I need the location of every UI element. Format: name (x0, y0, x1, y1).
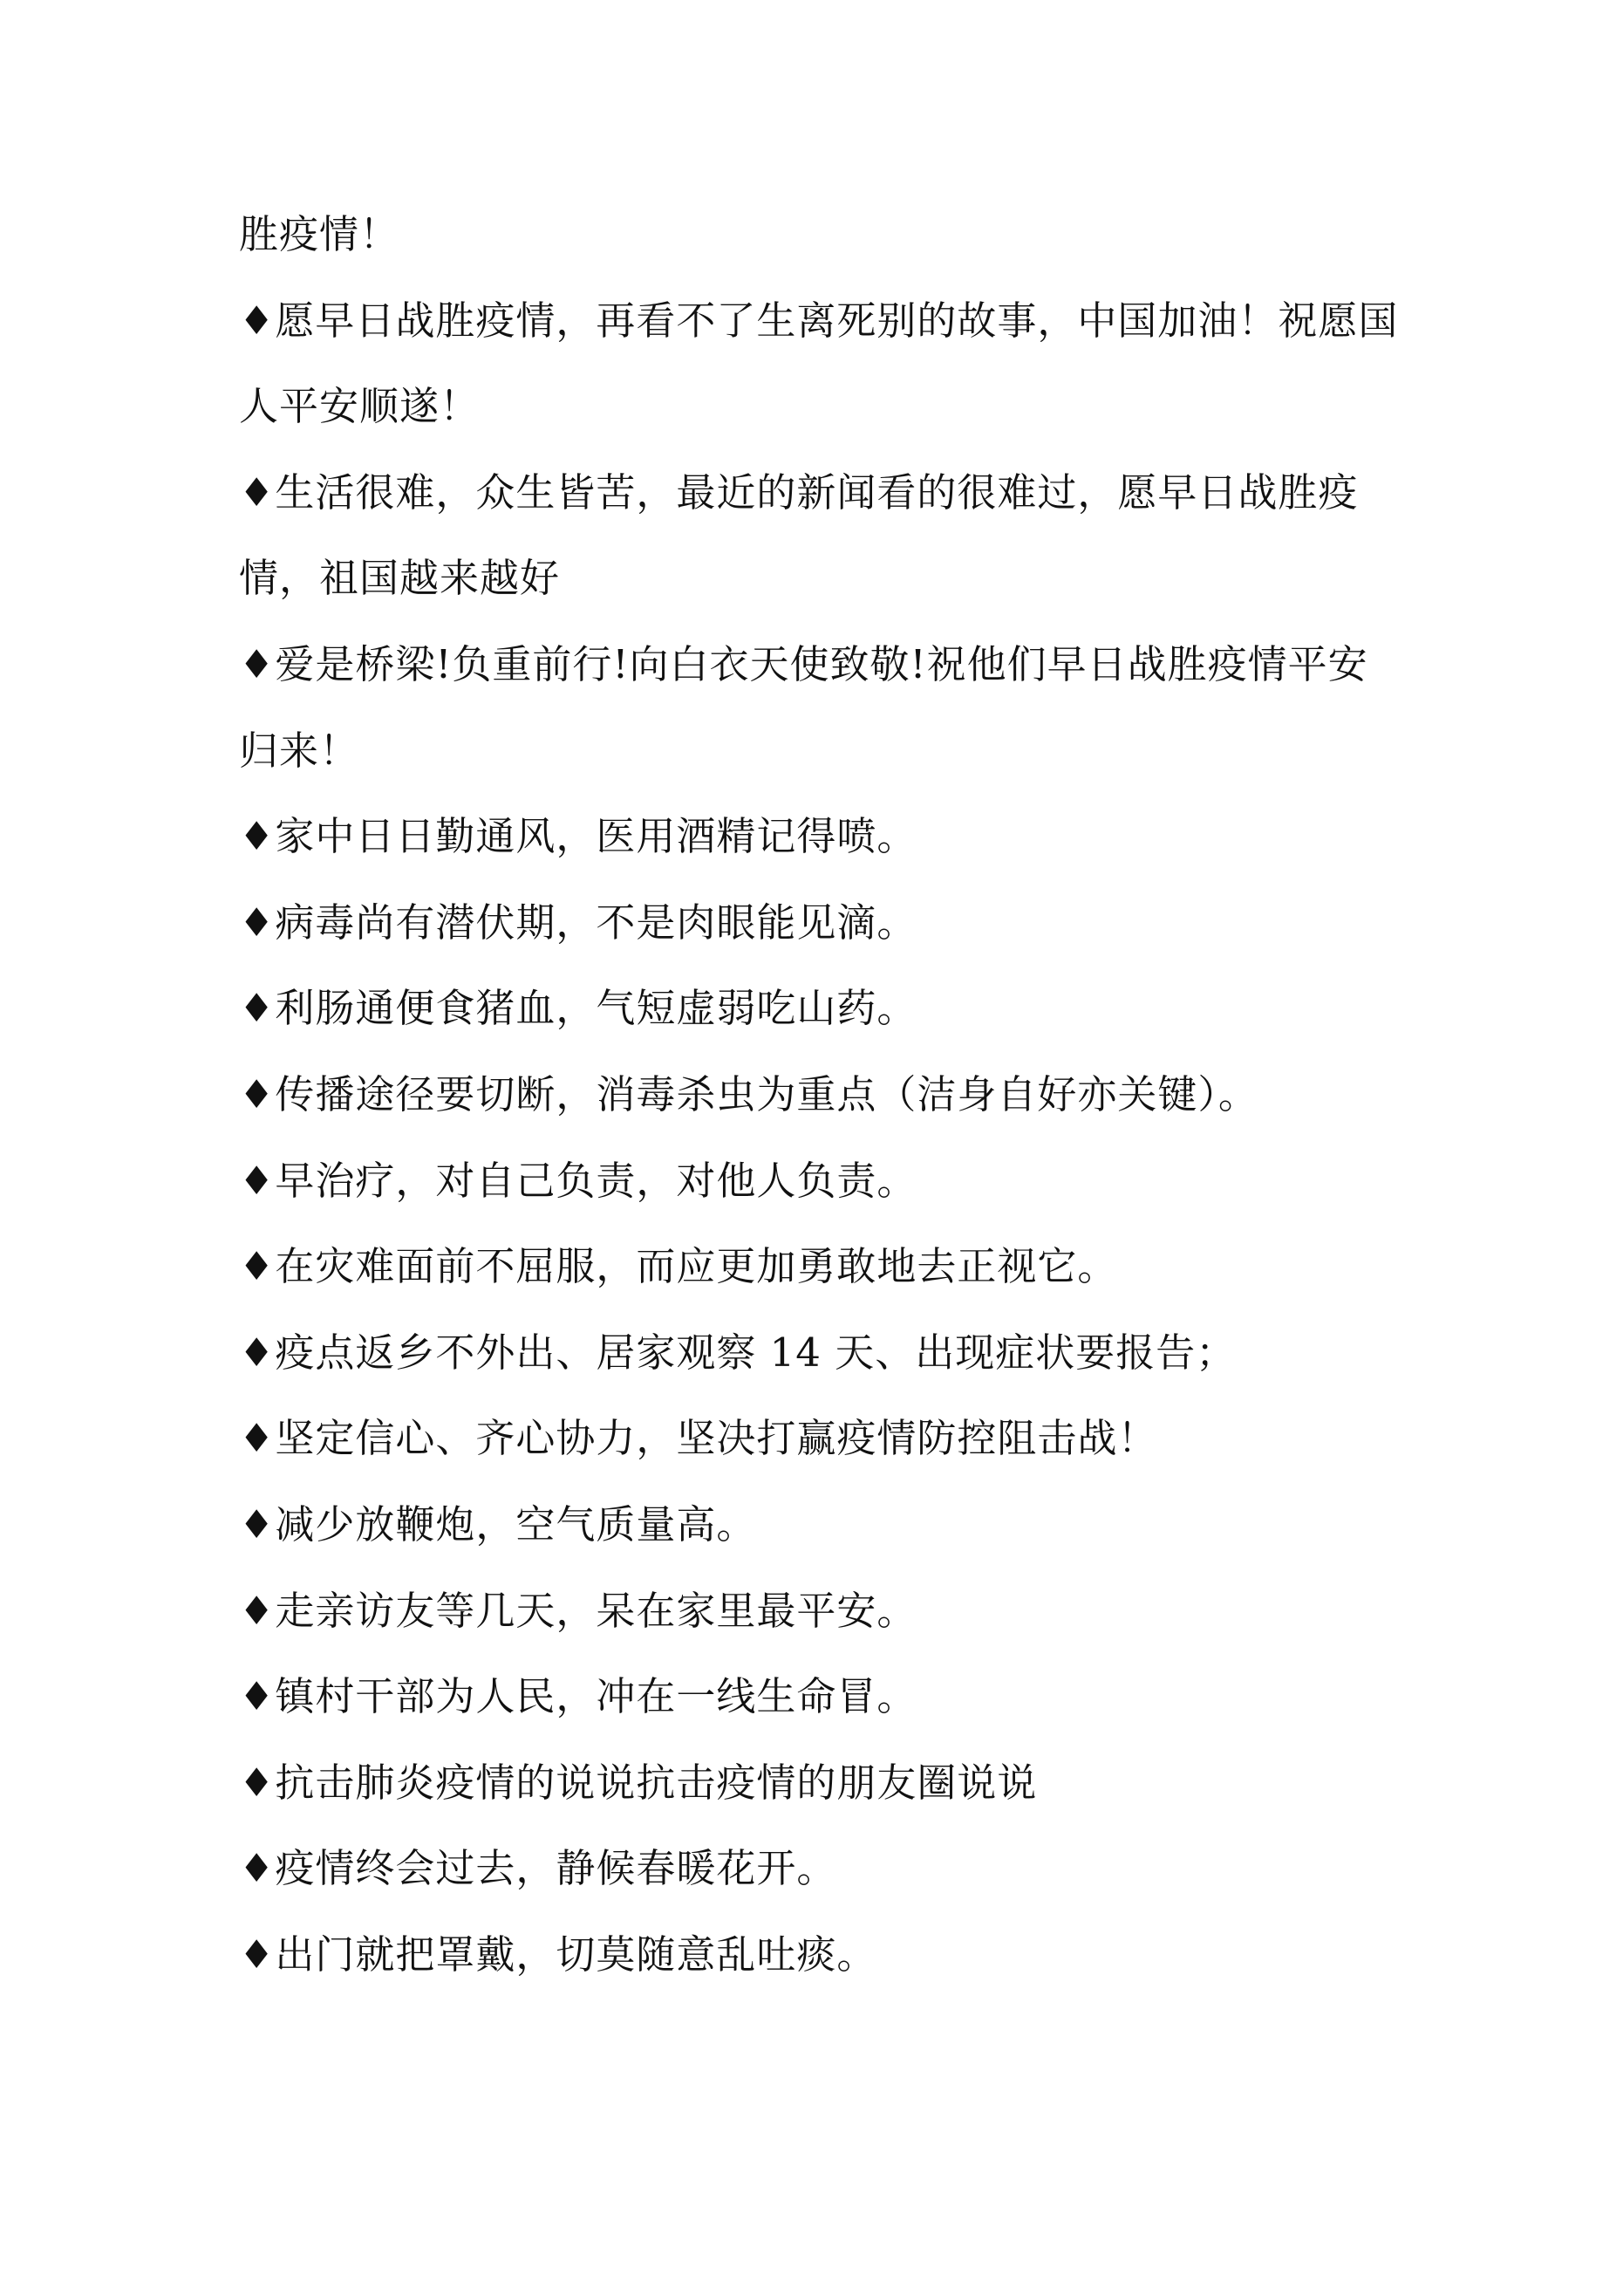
bullet-line: ♦镇村干部为人民，冲在一线生命冒。 (239, 1673, 917, 1720)
document-body (239, 192, 1408, 1998)
bullet-line: ♦疫点返乡不外出、居家观察 14 天、出现症状要报告； (239, 1329, 1237, 1376)
bullet-line: ♦病毒尚有潜伏期，不是肉眼能见滴。 (239, 899, 917, 946)
bullet-line: ♦家中日日勤通风，医用酒精记得喷。 (239, 813, 917, 860)
text-line: 人平安顺遂！ (239, 383, 481, 430)
bullet-line: ♦坚定信心、齐心协力，坚决打赢疫情防控阻击战！ (239, 1415, 1158, 1462)
text-line: 归来！ (239, 727, 360, 774)
bullet-line: ♦在灾难面前不屈服，而应更加勇敢地去正视它。 (239, 1243, 1118, 1290)
bullet-line: ♦走亲访友等几天，呆在家里最平安。 (239, 1587, 917, 1634)
bullet-line: ♦爱是桥梁!负重前行!向白衣天使致敬!祝他们早日战胜疫情平安 (239, 640, 1368, 687)
bullet-line: ♦出门就把罩戴，切莫随意乱吐痰。 (239, 1930, 877, 1978)
bullet-line: ♦传播途径要切断，消毒杀虫为重点（洁身自好亦关键）。 (239, 1070, 1258, 1117)
bullet-line: ♦减少放鞭炮，空气质量高。 (239, 1500, 757, 1548)
bullet-line: ♦愿早日战胜疫情，再看不了生离死别的故事，中国加油！祝愿国 (239, 297, 1399, 344)
bullet-line: ♦利肠通便食猪血，气短虚弱吃山药。 (239, 985, 917, 1032)
bullet-line: ♦抗击肺炎疫情的说说抗击疫情的朋友圈说说 (239, 1759, 1038, 1806)
bullet-line: ♦早治疗，对自己负责，对他人负责。 (239, 1157, 917, 1204)
bullet-line: ♦生活很难，众生皆苦，最近的新闻看的很难过，愿早日战胜疫 (239, 468, 1359, 516)
text-line: 胜疫情！ (239, 211, 400, 257)
text-line: 情，祖国越来越好 (239, 555, 561, 602)
bullet-line: ♦疫情终会过去，静候春暖花开。 (239, 1845, 837, 1892)
